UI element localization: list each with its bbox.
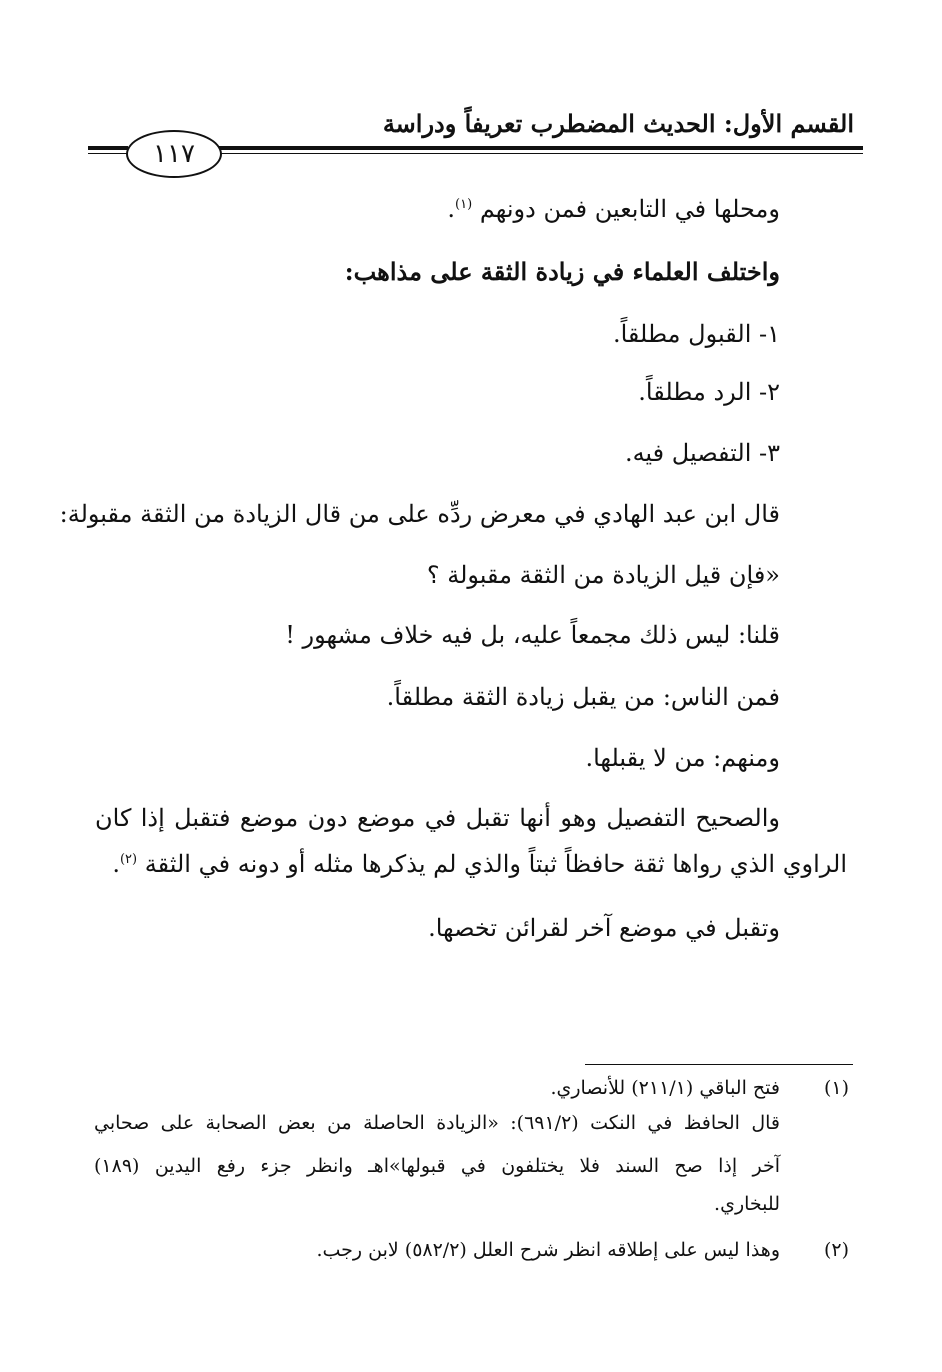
list-item: ١- القبول مطلقاً. [612,320,780,348]
list-item: ٣- التفصيل فيه. [624,439,780,467]
footnote-ref: (٢) [119,852,138,867]
header-rule-left-thick [88,146,128,150]
footnote-separator [585,1064,853,1065]
footnote-line: فتح الباقي (٢١١/١) للأنصاري. [550,1077,780,1099]
quote-line: فمن الناس: من يقبل زيادة الثقة مطلقاً. [386,683,780,711]
header-rule-right-thick [216,146,863,150]
quote-line [112,848,847,880]
footnote-ref: (١) [455,197,473,212]
paragraph-text: ومحلها في التابعين فمن دونهم [479,195,780,223]
quote-line: والصحيح التفصيل وهو أنها تقبل في موضع دون موضع فتقبل إذا كان [95,804,780,832]
footnote-number: (١) [823,1077,849,1099]
footnote-line: آخر إذا صح السند فلا يختلفون في قبولها»اهـ وانظر جزء رفع اليدين (١٨٩) [94,1155,780,1177]
page-number: ١١٧ [126,130,222,178]
paragraph-line: قال ابن عبد الهادي في معرض ردِّه على من قال الزيادة من الثقة مقبولة: [59,500,780,528]
header-rule-right-thin [216,153,863,154]
section-heading: واختلف العلماء في زيادة الثقة على مذاهب: [344,257,780,286]
sentence-end: . [112,850,120,878]
footnote-line: وهذا ليس على إطلاقه انظر شرح العلل (٥٨٢/٢) لابن رجب. [316,1239,780,1261]
quote-line: وتقبل في موضع آخر لقرائن تخصها. [428,914,780,942]
quote-line: قلنا: ليس ذلك مجمعاً عليه، بل فيه خلاف مشهور ! [285,621,780,649]
header-rule-left-thin [88,153,128,154]
footnote-number: (٢) [823,1239,849,1261]
quote-text: الراوي الذي رواها ثقة حافظاً ثبتاً والذي لم يذكرها مثله أو دونه في الثقة [144,850,847,878]
quote-line: ومنهم: من لا يقبلها. [585,744,780,772]
sentence-end: . [447,195,456,223]
quote-line: «فإن قيل الزيادة من الثقة مقبولة ؟ [426,561,780,589]
footnote-line: للبخاري. [714,1193,780,1215]
list-item: ٢- الرد مطلقاً. [638,378,780,406]
paragraph-line [447,193,780,225]
footnote-line: قال الحافظ في النكت (٦٩١/٢): «الزيادة الحاصلة من بعض الصحابة على صحابي [94,1112,780,1134]
running-header-title: القسم الأول: الحديث المضطرب تعريفاً ودراسة [382,109,854,138]
